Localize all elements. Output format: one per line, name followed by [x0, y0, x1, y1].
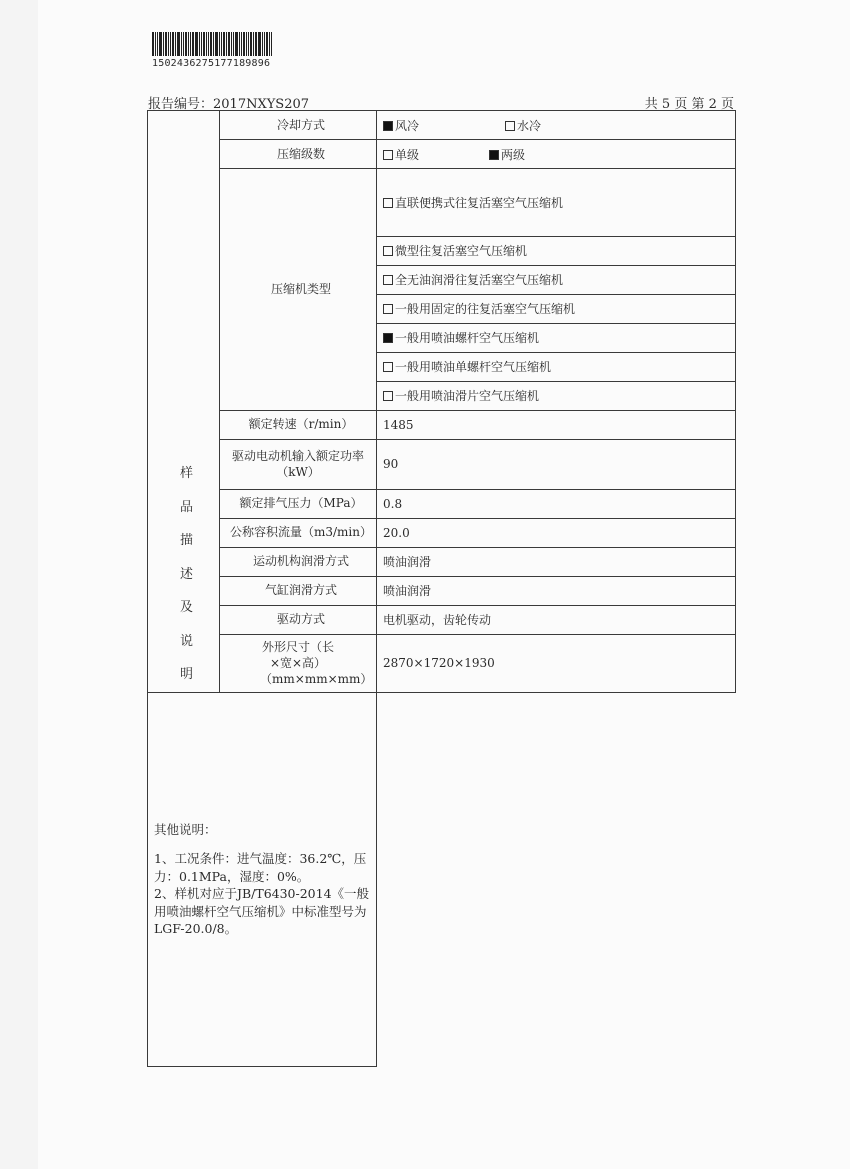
section-label-char: 述	[179, 566, 193, 582]
section-label-char: 明	[179, 667, 193, 682]
mechanism-lubrication-value: 喷油润滑	[377, 547, 736, 576]
barcode-number: 1502436275177189896	[152, 58, 271, 69]
checkbox	[383, 246, 393, 256]
volume-flow-label: 公称容积流量（m3/min）	[220, 518, 377, 547]
option-water-cooled: 水冷	[517, 118, 542, 133]
dimensions-label: 外形尺寸（长×宽×高）（mm×mm×mm）	[220, 634, 377, 692]
report-number: 报告编号：2017NXYS207	[148, 97, 310, 112]
compressor-type-option	[377, 352, 736, 381]
section-label-char: 及	[179, 600, 193, 615]
dimensions-value: 2870×1720×1930	[377, 634, 736, 692]
option-air-cooled: 风冷	[395, 118, 420, 133]
motor-power-label: 驱动电动机输入额定功率（kW）	[220, 439, 377, 489]
option-text: 微型往复活塞空气压缩机	[395, 244, 528, 258]
option-text: 一般用喷油单螺杆空气压缩机	[395, 360, 552, 374]
option-two-stage: 两级	[501, 147, 526, 162]
option-text: 一般用固定的往复活塞空气压缩机	[395, 302, 576, 316]
compressor-type-option	[377, 236, 736, 265]
barcode	[152, 32, 273, 69]
other-notes	[148, 692, 377, 1066]
checkbox	[383, 333, 393, 343]
cooling-label: 冷却方式	[220, 111, 377, 140]
discharge-pressure-value: 0.8	[377, 489, 736, 518]
checkbox	[383, 198, 393, 208]
stages-label: 压缩级数	[220, 140, 377, 169]
drive-mode-value: 电机驱动，齿轮传动	[377, 605, 736, 634]
compressor-type-option	[377, 169, 736, 237]
rated-speed-label: 额定转速（r/min）	[220, 410, 377, 439]
section-label-char: 样	[179, 466, 193, 481]
compressor-type-option	[377, 265, 736, 294]
section-label-char: 品	[179, 499, 193, 515]
sample-description-table	[147, 110, 736, 1067]
section-label	[154, 457, 219, 692]
option-text: 全无油润滑往复活塞空气压缩机	[395, 273, 564, 287]
notes-heading: 其他说明：	[154, 821, 217, 837]
notes-line-2: 2、样机对应于JB/T6430-2014《一般用喷油螺杆空气压缩机》中标准型号为LGF-20.0/8。	[154, 886, 370, 936]
scan-edge	[0, 0, 38, 1169]
checkbox-two-stage	[489, 150, 499, 160]
cylinder-lubrication-label: 气缸润滑方式	[220, 576, 377, 605]
option-text: 一般用喷油滑片空气压缩机	[395, 389, 540, 403]
section-label-char: 描	[179, 533, 193, 548]
compressor-type-option	[377, 381, 736, 410]
mechanism-lubrication-label: 运动机构润滑方式	[220, 547, 377, 576]
option-text: 一般用喷油螺杆空气压缩机	[395, 331, 540, 345]
volume-flow-value: 20.0	[377, 518, 736, 547]
drive-mode-label: 驱动方式	[220, 605, 377, 634]
notes-line-1: 1、工况条件：进气温度：36.2℃，压力：0.1MPa，湿度：0%。	[154, 851, 367, 884]
section-label-char: 说	[179, 633, 193, 649]
discharge-pressure-label: 额定排气压力（MPa）	[220, 489, 377, 518]
checkbox	[383, 304, 393, 314]
checkbox	[383, 362, 393, 372]
compressor-type-option	[377, 294, 736, 323]
option-single-stage: 单级	[395, 147, 420, 162]
checkbox-water-cooled	[505, 121, 515, 131]
checkbox-single-stage	[383, 150, 393, 160]
cylinder-lubrication-value: 喷油润滑	[377, 576, 736, 605]
checkbox	[383, 391, 393, 401]
option-text: 直联便携式往复活塞空气压缩机	[395, 195, 564, 210]
checkbox	[383, 275, 393, 285]
barcode-bars	[152, 32, 273, 56]
checkbox-air-cooled	[383, 121, 393, 131]
stages-options	[377, 140, 736, 169]
rated-speed-value: 1485	[377, 410, 736, 439]
compressor-type-option	[377, 323, 736, 352]
page-count: 共 5 页 第 2 页	[644, 97, 734, 112]
motor-power-value: 90	[377, 439, 736, 489]
compressor-type-label: 压缩机类型	[220, 169, 377, 411]
section-label-cell	[148, 111, 220, 693]
cooling-options	[377, 111, 736, 140]
